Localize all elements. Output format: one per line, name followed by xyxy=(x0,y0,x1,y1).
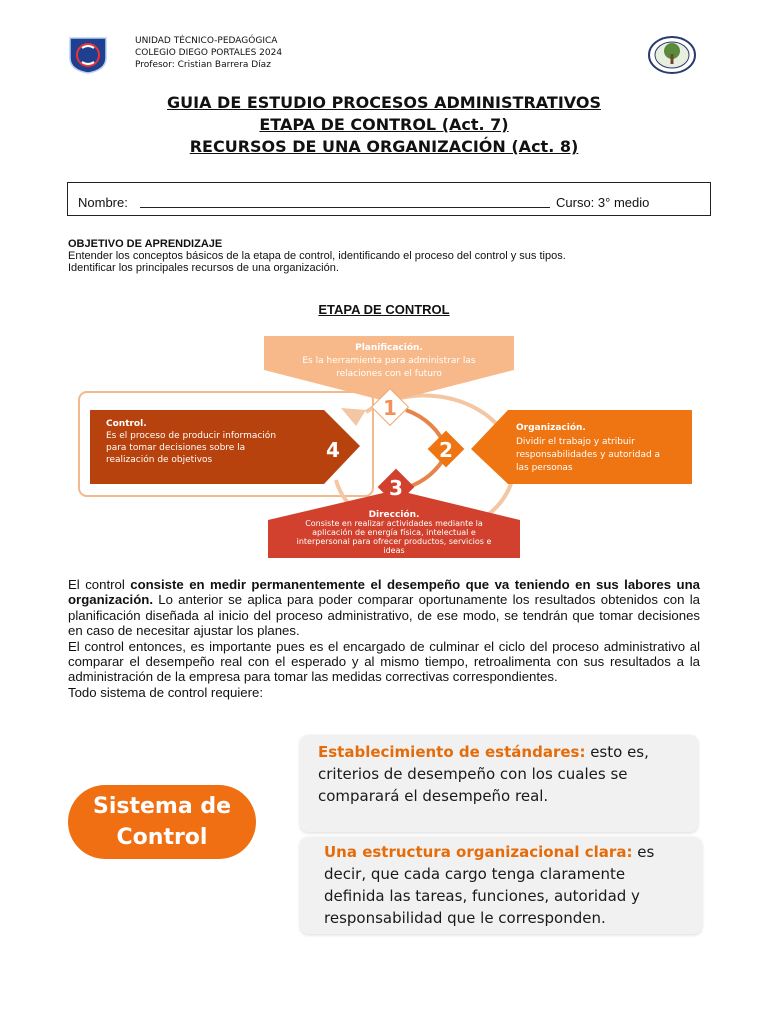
organizacion-text-1: Dividir el trabajo y atribuir xyxy=(516,437,635,447)
direccion-title: Dirección. xyxy=(368,510,420,520)
section-heading-control: ETAPA DE CONTROL xyxy=(318,302,450,317)
body-text xyxy=(68,577,700,700)
card-estandares xyxy=(300,735,698,832)
objective-heading: OBJETIVO DE APRENDIZAJE xyxy=(68,238,223,250)
card1-highlight: Establecimiento de estándares: xyxy=(318,743,586,761)
nombre-field-line[interactable] xyxy=(140,207,550,208)
header-teacher: Profesor: Cristian Barrera Díaz xyxy=(135,60,271,70)
direccion-text-3: interpersonal para ofrecer productos, servicios e xyxy=(296,537,492,546)
control-text-3: realización de objetivos xyxy=(106,455,213,465)
svg-text:4: 4 xyxy=(326,438,340,462)
learning-objective xyxy=(68,238,708,274)
title-act7: ETAPA DE CONTROL (Act. 7) xyxy=(259,115,509,134)
card1-text: esto es, criterios de desempeño con los cuales se comparará el desempeño real. xyxy=(318,743,649,805)
paragraph-2: El control entonces, es importante pues es el encargado de culminar el ciclo del proceso administrativo al comparar el desempeño real con el esperado y al mismo tiempo, retroalimenta con sus resultados a la administración de la empresa para tomar las medidas correctivas correspondientes. xyxy=(68,638,700,685)
direccion-text-2: aplicación de energía física, intelectual e xyxy=(312,528,476,537)
header-school: COLEGIO DIEGO PORTALES 2024 xyxy=(135,48,283,58)
p1-bold: consiste en medir permanentemente el desempeño que va teniendo en sus labores una organización. xyxy=(68,577,700,608)
header-unit: UNIDAD TÉCNICO-PEDAGÓGICA xyxy=(135,36,278,46)
planificacion-title: Planificación. xyxy=(355,343,423,353)
nombre-label: Nombre: xyxy=(78,195,128,210)
school-logo xyxy=(68,36,108,74)
svg-text:1: 1 xyxy=(383,396,397,420)
svg-text:3: 3 xyxy=(389,476,403,500)
sistema-line-2: Control xyxy=(116,825,208,850)
control-title: Control. xyxy=(106,419,147,429)
direccion-text-1: Consiste en realizar actividades mediante la xyxy=(305,519,483,528)
organizacion-box xyxy=(471,410,692,484)
planificacion-text-2: relaciones con el futuro xyxy=(336,369,442,379)
organizacion-text-3: las personas xyxy=(516,463,573,473)
objective-line-2: Identificar los principales recursos de una organización. xyxy=(68,262,339,274)
paragraph-1 xyxy=(68,577,700,639)
card2-text: es decir, que cada cargo tenga claramente definida las tareas, funciones, autoridad y responsabilidad que le corresponden. xyxy=(324,843,655,927)
sistema-control-pill xyxy=(68,785,256,859)
curso-label: Curso: 3° medio xyxy=(556,195,650,210)
card2-highlight: Una estructura organizacional clara: xyxy=(324,843,633,861)
svg-text:2: 2 xyxy=(439,438,453,462)
document-titles xyxy=(0,92,768,158)
student-info-box xyxy=(67,182,711,216)
planificacion-text-1: Es la herramienta para administrar las xyxy=(302,356,476,366)
control-text-1: Es el proceso de producir información xyxy=(106,431,277,441)
control-text-2: para tomar decisiones sobre la xyxy=(106,443,246,453)
card-estructura xyxy=(300,837,702,934)
title-main: GUIA DE ESTUDIO PROCESOS ADMINISTRATIVOS xyxy=(167,93,601,112)
step-2-marker xyxy=(428,431,465,468)
tree-seal-logo xyxy=(648,36,696,74)
sistema-line-1: Sistema de xyxy=(92,794,231,819)
direccion-text-4: ideas xyxy=(383,546,405,555)
control-cycle-diagram xyxy=(76,330,696,562)
p1-start: El control xyxy=(68,577,131,592)
paragraph-3: Todo sistema de control requiere: xyxy=(68,684,263,700)
school-header xyxy=(135,35,282,71)
title-act8: RECURSOS DE UNA ORGANIZACIÓN (Act. 8) xyxy=(189,137,579,156)
organizacion-text-2: responsabilidades y autoridad a xyxy=(516,450,661,460)
objective-line-1: Entender los conceptos básicos de la etapa de control, identificando el proceso del control y sus tipos. xyxy=(68,250,566,262)
organizacion-title: Organización. xyxy=(516,423,586,433)
p1-rest: Lo anterior se aplica para poder comparar oportunamente los resultados obtenidos con la planificación diseñada al inicio del proceso administrativo, de ese modo, se tendrán que tomar decisiones en caso de necesitar ajustar los planes. xyxy=(68,592,700,639)
